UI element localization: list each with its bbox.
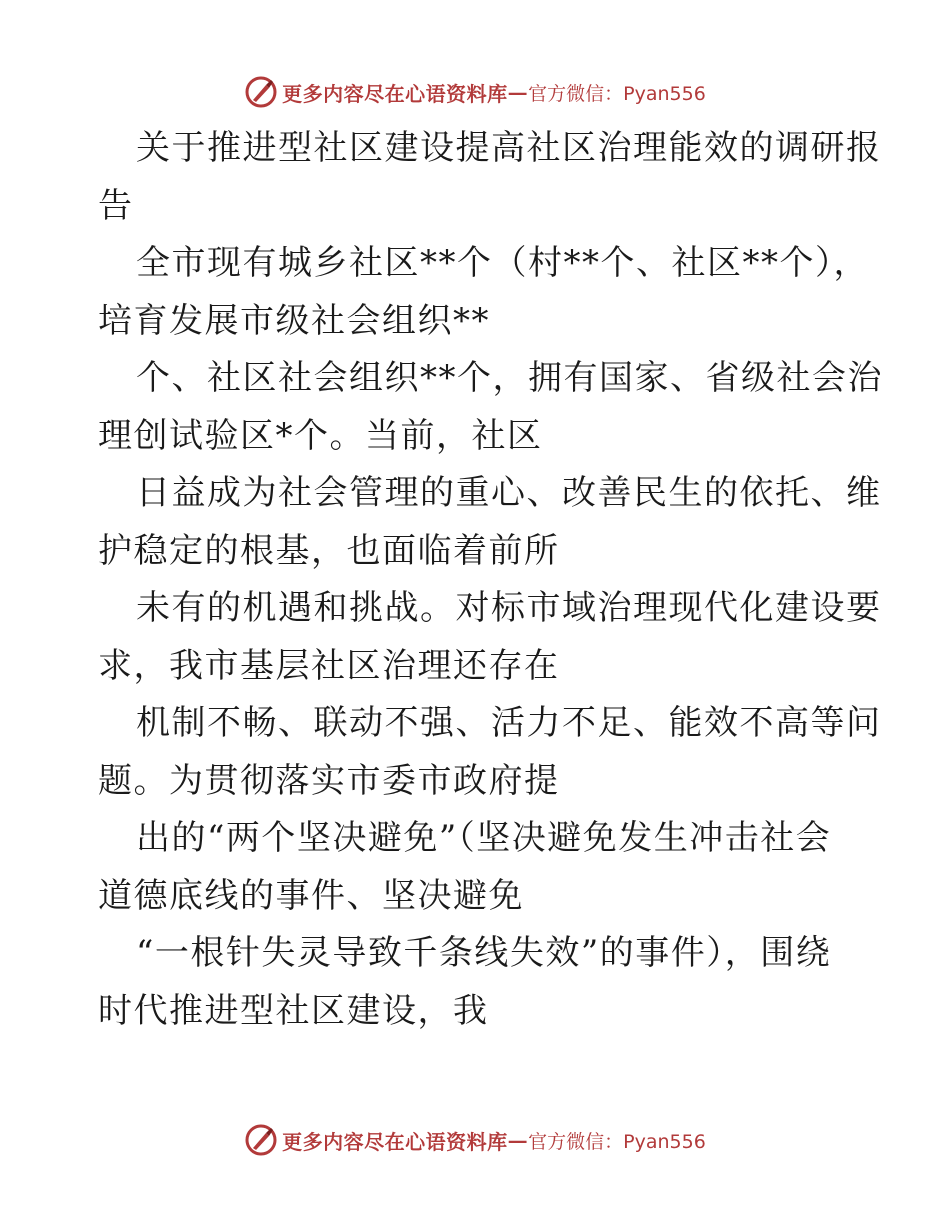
paragraph xyxy=(98,695,882,810)
banner-site-text: 更多内容尽在心语资料库 xyxy=(282,1129,508,1154)
banner-wechat-text: 官方微信：Pyan556 xyxy=(528,82,706,105)
quill-pen-logo-icon xyxy=(244,75,278,109)
paragraph xyxy=(98,580,882,695)
banner-dash: — xyxy=(507,80,529,104)
paragraph xyxy=(98,120,882,235)
paragraph-line: 护稳定的根基，也面临着前所 xyxy=(98,530,560,571)
paragraph-line: 培育发展市级社会组织** xyxy=(98,300,490,341)
paragraph-line: “一根针失灵导致千条线失效”的事件），围绕 xyxy=(136,933,832,973)
paragraph xyxy=(98,465,882,580)
paragraph-line: 关于推进型社区建设提高社区治理能效的调研报 xyxy=(136,128,882,168)
paragraph xyxy=(98,925,858,1040)
banner-wechat-text: 官方微信：Pyan556 xyxy=(528,1130,706,1153)
paragraph-line: 机制不畅、联动不强、活力不足、能效不高等问 xyxy=(136,703,882,743)
paragraph-line: 理创试验区*个。当前，社区 xyxy=(98,415,543,456)
paragraph xyxy=(98,235,869,350)
paragraph-line: 道德底线的事件、坚决避免 xyxy=(98,875,524,916)
banner-dash: — xyxy=(507,1128,529,1152)
paragraph xyxy=(98,810,858,925)
quill-pen-logo-icon xyxy=(244,1123,278,1157)
paragraph-line: 求，我市基层社区治理还存在 xyxy=(98,645,560,686)
paragraph-line: 日益成为社会管理的重心、改善民生的依托、维 xyxy=(136,473,882,513)
header-banner xyxy=(0,72,950,112)
paragraph-line: 时代推进型社区建设，我 xyxy=(98,990,489,1031)
banner-site-text: 更多内容尽在心语资料库 xyxy=(282,81,508,106)
document-body xyxy=(98,120,883,1040)
paragraph xyxy=(98,350,883,465)
paragraph-line: 全市现有城乡社区**个（村**个、社区**个）， xyxy=(136,243,869,283)
paragraph-line: 题。为贯彻落实市委市政府提 xyxy=(98,760,560,801)
paragraph-line: 个、社区社会组织**个，拥有国家、省级社会治 xyxy=(136,358,883,398)
footer-banner xyxy=(0,1120,950,1160)
paragraph-line: 未有的机遇和挑战。对标市域治理现代化建设要 xyxy=(136,588,882,628)
paragraph-line: 出的“两个坚决避免”（坚决避免发生冲击社会 xyxy=(136,818,832,858)
paragraph-line: 告 xyxy=(98,185,134,226)
